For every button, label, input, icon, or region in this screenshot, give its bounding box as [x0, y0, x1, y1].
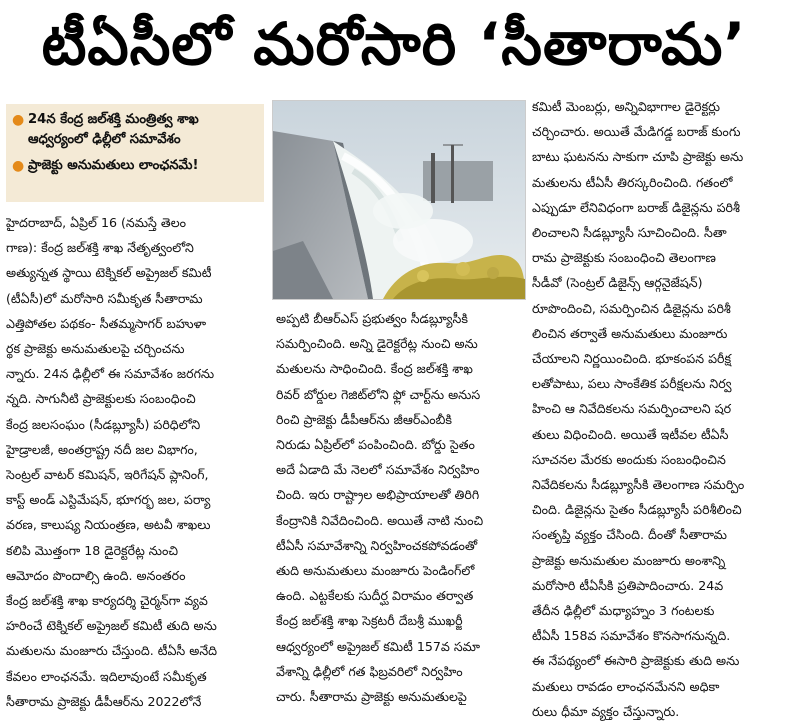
article-line: చింది. డిజైన్లను సైతం సీడబ్ల్యూసీ పరిశీలించి	[532, 502, 742, 518]
article-line: మతులను టీఏసీ తిరస్కరించింది. గతంలో	[532, 174, 733, 190]
article-line: నివేదికలను సీడబ్ల్యూసీకి తెలంగాణ సమర్పిం	[532, 477, 745, 493]
article-line: చర్చించారు. అయితే మేడిగడ్డ బరాజ్ కుంగు	[532, 124, 741, 140]
article-line: కేంద్రానికి నివేదించింది. అయితే నాటి నుంచి	[276, 512, 484, 528]
article-line: రూపొందించి, సమర్పించిన డిజైన్లను పరిశీ	[532, 300, 731, 316]
article-line: సెంట్రల్ వాటర్ కమిషన్, ఇరిగేషన్ ప్లానింగ్,	[6, 467, 209, 483]
article-line: న్నది. సాగునీటి ప్రాజెక్టులకు సంబంధించి	[6, 391, 196, 407]
article-line: అప్పటి బీఆర్‌ఎస్ ప్రభుత్వం సీడబ్ల్యూసీకి	[276, 311, 468, 326]
article-line: లించిన తర్వాతే అనుమతులు మంజూరు	[532, 325, 728, 341]
article-line: హైదరాబాద్, ఏప్రిల్ 16 (నమస్తే తెలం	[6, 215, 187, 230]
highlight-text: ప్రాజెక్టు అనుమతులు లాంఛనమే!	[28, 158, 199, 173]
article-line: గాణ): కేంద్ర జల్‌శక్తి శాఖ నేతృత్వంలోని	[6, 240, 194, 256]
article-line: అదే ఏడాది మే నెలలో సమావేశం నిర్వహిం	[276, 462, 480, 478]
highlight-item	[12, 110, 258, 150]
highlight-text: 24న కేంద్ర జల్‌శక్తి మంత్రిత్వ శాఖ ఆధ్వర్యంలో ఢిల్లీలో సమావేశం	[28, 112, 199, 147]
article-line: తులు విధించింది. అయితే ఇటీవల టీఏసీ	[532, 426, 729, 442]
article-line: ఎప్పుడూ లేనివిధంగా బరాజ్ డిజైన్లను పరిశీ	[532, 199, 740, 215]
article-line: ఆమోదం పొందాల్సి ఉంది. అనంతరం	[6, 567, 186, 583]
article-line: న్నారు. 24న ఢిల్లీలో ఈ సమావేశం జరగను	[6, 366, 215, 382]
article-line: లించాలని సీడబ్ల్యూసీ సూచించింది. సీతా	[532, 225, 727, 241]
article-line: సీతారామ ప్రాజెక్టు డీపీఆర్‌ను 2022లోనే	[6, 693, 202, 709]
article-line: సంతృప్తి వ్యక్తం చేసింది. దీంతో సీతారామ	[532, 527, 727, 543]
article-line: కేంద్ర జలసంఘం (సీడబ్ల్యూసీ) పరిధిలోని	[6, 416, 201, 432]
article-line: రించి ప్రాజెక్టు డీపీఆర్‌ను జీఆర్‌ఎంబీకి	[276, 411, 452, 427]
article-line: అత్యున్నత స్థాయి టెక్నికల్ అప్రైజల్ కమిటీ	[6, 265, 212, 281]
article-line: చారు. సీతారామ ప్రాజెక్టు అనుమతులపై	[276, 689, 467, 705]
bullet-icon: ●	[12, 112, 25, 128]
article-line: కమిటీ మెంబర్లు, అన్నివిభాగాల డైరెక్టర్లు	[532, 99, 720, 114]
article-line: హించి ఆ నివేదికలను సమర్పించాలని షర	[532, 401, 732, 417]
article-line: సీడీవో (సెంట్రల్ డిజైన్స్ ఆర్గనైజేషన్)	[532, 275, 703, 291]
headline: టీఏసీలో మరోసారి ‘సీతారామ’	[41, 10, 747, 78]
article-line: ఈ నేపథ్యంలో ఈసారి ప్రాజెక్టుకు తుది అను	[532, 653, 740, 669]
article-line: మతులను మంజూరు చేస్తుంది. టీఏసీ అనేది	[6, 643, 218, 659]
article-line: వేశాన్ని ఢిల్లీలో గత ఫిబ్రవరిలో నిర్వహిం	[276, 663, 463, 679]
article-line: మతులను సాధించింది. కేంద్ర జల్‌శక్తి శాఖ	[276, 361, 473, 377]
article-line: టీఏసీ సమావేశాన్ని నిర్వహించకపోవడంతో	[276, 537, 478, 553]
article-line: తుది అనుమతులు మంజూరు పెండింగ్‌లో	[276, 563, 475, 579]
article-column-3	[532, 94, 782, 724]
article-line: వరణ, కాలుష్య నియంత్రణ, అటవీ శాఖలు	[6, 517, 211, 533]
article-line: సూచనల మేరకు అందుకు సంబంధించిన	[532, 451, 726, 467]
article-line: రివర్ బోర్డుల గెజిట్‌లోని ఫ్లో చార్ట్‌ను అనుస	[276, 386, 481, 402]
highlight-item	[12, 156, 258, 176]
article-line: చేయాలని నిర్ణయించింది. భూకంపన పరీక్ష	[532, 351, 732, 367]
article-line: లతోపాటు, పలు సాంకేతిక పరీక్షలను నిర్వ	[532, 376, 732, 392]
article-line: హరించే టెక్నికల్ అప్రైజల్ కమిటీ తుది అను	[6, 618, 217, 634]
article-line: టీఏసీ 158వ సమావేశం కొనసాగనున్నది.	[532, 628, 731, 644]
bullet-icon: ●	[12, 158, 25, 174]
article-line: ఆధ్వర్యంలో అప్రైజల్ కమిటీ 157వ సమా	[276, 638, 481, 654]
article-line: తేదీన ఢిల్లీలో మధ్యాహ్నం 3 గంటలకు	[532, 603, 715, 619]
article-line: కేంద్ర జల్‌శక్తి శాఖ సెక్రటరీ దేబశ్రీ ముఖర్జీ	[276, 613, 463, 629]
article-line: ప్రాజెక్టు అనుమతుల మంజూరు అంశాన్ని	[532, 552, 726, 568]
dam-spillway-photo	[272, 100, 526, 300]
article-line: సమర్పించింది. అన్ని డైరెక్టరేట్ల నుంచి అను	[276, 336, 478, 352]
article-line: ఉంది. ఎట్టకేలకు సుదీర్ఘ విరామం తర్వాత	[276, 588, 474, 604]
article-line: కేంద్ర జల్‌శక్తి శాఖ కార్యదర్శి చైర్మన్‌గా వ్యవ	[6, 593, 208, 609]
article-column-2	[276, 306, 526, 709]
article-line: కాస్ట్ అండ్ ఎస్టిమేషన్, భూగర్భ జల, పర్యా	[6, 492, 211, 508]
article-line: నిరుడు ఏప్రిల్‌లో పంపించింది. బోర్డు సైతం	[276, 437, 475, 453]
article-line: హైడ్రాలజీ, అంతర్రాష్ట్ర నదీ జల విభాగం,	[6, 441, 198, 457]
article-line: బాటు ఘటనను సాకుగా చూపి ప్రాజెక్టు అను	[532, 149, 744, 165]
article-line: మరోసారి టీఏసీకి ప్రతిపాదించారు. 24వ	[532, 577, 724, 593]
highlights-box	[6, 104, 264, 202]
article-line: మతులు రావడం లాంఛనమేనని అధికా	[532, 678, 720, 694]
article-line: ర్థక ప్రాజెక్టు అనుమతులపై చర్చించను	[6, 341, 185, 357]
article-line: ఎత్తిపోతల పథకం- సీతమ్మసాగర్ బహుళా	[6, 315, 207, 331]
article-column-1	[6, 210, 264, 714]
article-line: చింది. ఇరు రాష్ట్రాల అభిప్రాయాలతో తిరిగి	[276, 487, 480, 503]
article-line: రామ ప్రాజెక్టుకు సంబంధించి తెలంగాణ	[532, 250, 716, 266]
article-line: రులు ధీమా వ్యక్తం చేస్తున్నారు.	[532, 703, 680, 719]
article-line: (టీఏసీ)లో మరోసారి సమీకృత సీతారామ	[6, 290, 203, 306]
article-line: కేవలం లాంఛనమే. ఇదిలావుంటే సమీకృత	[6, 668, 207, 684]
article-line: కలిపి మొత్తంగా 18 డైరెక్టరేట్ల నుంచి	[6, 542, 179, 558]
